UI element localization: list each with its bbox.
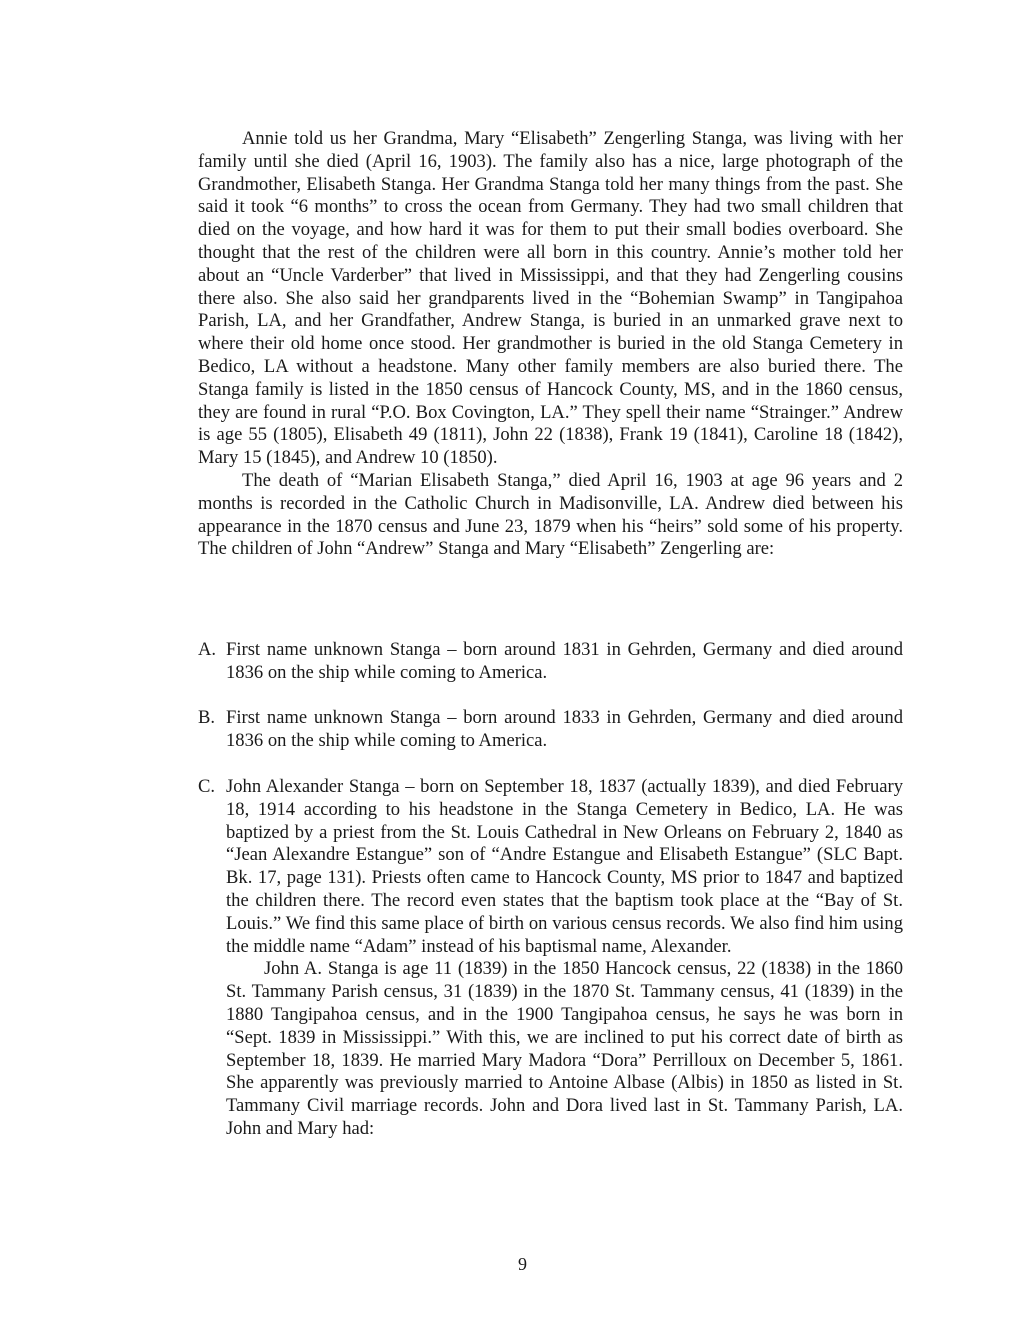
page-number: 9 [518, 1254, 527, 1274]
list-item-b [198, 707, 903, 753]
list-item-a-text: First name unknown Stanga – born around 1831 in Gehrden, Germany and died around 1836 on the ship while coming to America. [226, 639, 903, 683]
body-text [198, 128, 903, 561]
list-item-b-text: First name unknown Stanga – born around 1833 in Gehrden, Germany and died around 1836 on the ship while coming to America. [226, 707, 903, 751]
list-item-c [198, 776, 903, 1141]
list-item-c-text: John Alexander Stanga – born on September 18, 1837 (actually 1839), and died February 18, 1914 according to his headstone in the Stanga Cemetery in Bedico, LA. He was baptized by a priest from the St. Louis Cathedral in New Orleans on February 2, 1840 as “Jean Alexandre Estangue” son of “Andre Estangue and Elisabeth Estangue” (SLC Bapt. Bk. 17, page 131). Priests often came to Hancock County, MS prior to 1847 and baptized the children there. The record even states that the baptism took place at the “Bay of St. Louis.” We find this same place of birth on various census records. We also find him using the middle name “Adam” instead of his baptismal name, Alexander. [226, 776, 903, 957]
paragraph-death-record: The death of “Marian Elisabeth Stanga,” died April 16, 1903 at age 96 years and 2 months is recorded in the Catholic Church in Madisonville, LA. Andrew died between his appearance in the 1870 census and June 23, 1879 when his “heirs” sold some of his property. The children of John “Andrew” Stanga and Mary “Elisabeth” Zengerling are: [198, 469, 903, 560]
list-item-a [198, 639, 903, 685]
paragraph-annie-grandma: Annie told us her Grandma, Mary “Elisabeth” Zengerling Stanga, was living with her family until she died (April 16, 1903). The family also has a nice, large photograph of the Grandmother, Elisabeth Stanga. Her Grandma Stanga told her many things from the past. She said it took “6 months” to cross the ocean from Germany. They had two small children that died on the voyage, and how hard it was for them to put their small bodies overboard. She thought that the rest of the children were all born in this country. Annie’s mother told her about an “Uncle Varderber” that lived in Mississippi, and that they had Zengerling cousins there also. She also said her grandparents lived in the “Bohemian Swamp” in Tangipahoa Parish, LA, and her Grandfather, Andrew Stanga, is buried in an unmarked grave next to where their old home once stood. Her grandmother is buried in the old Stanga Cemetery in Bedico, LA without a headstone. Many other family members are also buried there. The Stanga family is listed in the 1850 census of Hancock County, MS, and in the 1860 census, they are found in rural “P.O. Box Covington, LA.” They spell their name “Strainger.” Andrew is age 55 (1805), Elisabeth 49 (1811), John 22 (1838), Frank 19 (1841), Caroline 18 (1842), Mary 15 (1845), and Andrew 10 (1850). [198, 128, 903, 469]
list-marker-b: B. [198, 707, 216, 728]
list-item-c-text-continued: John A. Stanga is age 11 (1839) in the 1850 Hancock census, 22 (1838) in the 1860 St. Tammany Parish census, 31 (1839) in the 1870 St. Tammany census, 41 (1839) in the 1880 Tangipahoa census, and in the 1900 Tangipahoa census, he says he was born in “Sept. 1839 in Mississippi.” With this, we are inclined to put his correct date of birth as September 18, 1839. He married Mary Madora “Dora” Perrilloux on December 5, 1861. She apparently was previously married to Antoine Albase (Albis) in 1850 as listed in St. Tammany Civil marriage records. John and Dora lived last in St. Tammany Parish, LA. John and Mary had: [226, 958, 903, 1139]
list-marker-a: A. [198, 639, 217, 660]
list-marker-c: C. [198, 776, 216, 797]
